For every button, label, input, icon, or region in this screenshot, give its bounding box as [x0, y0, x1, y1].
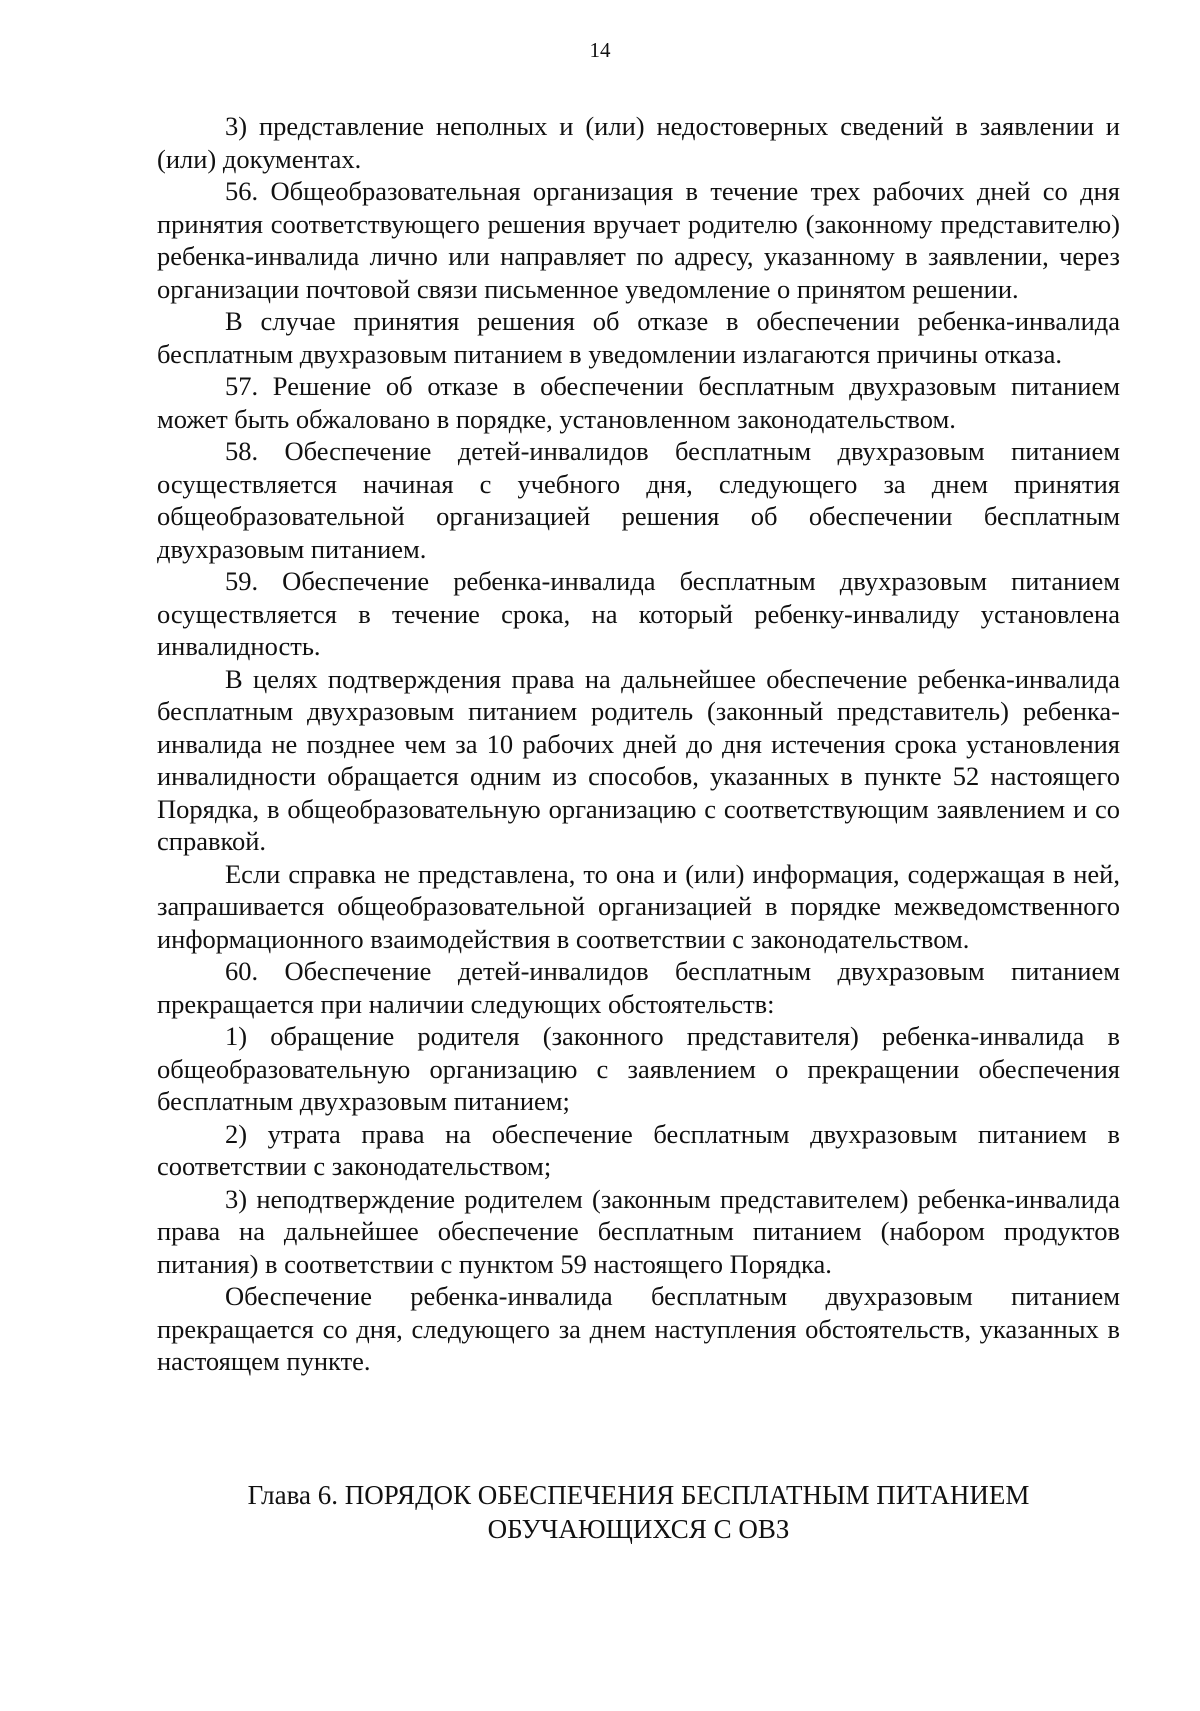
document-body	[157, 110, 1120, 1378]
chapter-heading	[157, 1478, 1120, 1546]
paragraph-item-3-grounds: 3) представление неполных и (или) недостоверных сведений в заявлении и (или) документах.	[157, 111, 1120, 174]
paragraph-59: 59. Обеспечение ребенка-инвалида бесплатным двухразовым питанием осуществляется в течение срока, на который ребенку-инвалиду установлена инвалидность.	[157, 566, 1120, 661]
paragraph-certificate-request: Если справка не представлена, то она и (или) информация, содержащая в ней, запрашивается общеобразовательной организацией в порядке межведомственного информационного взаимодействия в соответствии с законодательством.	[157, 858, 1120, 954]
chapter-heading-line-2: ОБУЧАЮЩИХСЯ С ОВЗ	[487, 1514, 790, 1544]
chapter-heading-line-1: Глава 6. ПОРЯДОК ОБЕСПЕЧЕНИЯ БЕСПЛАТНЫМ ПИТАНИЕМ	[247, 1480, 1030, 1510]
paragraph-right-confirmation: В целях подтверждения права на дальнейшее обеспечение ребенка-инвалида бесплатным двухразовым питанием родитель (законный представитель) ребенка-инвалида не позднее чем за 10 рабочих дней до дня истечения срока установления инвалидности обращается одним из способов, указанных в пункте 52 настоящего Порядка, в общеобразовательную организацию с соответствующим заявлением и со справкой.	[157, 663, 1120, 856]
paragraph-termination-date: Обеспечение ребенка-инвалида бесплатным двухразовым питанием прекращается со дня, следующего за днем наступления обстоятельств, указанных в настоящем пункте.	[157, 1281, 1120, 1376]
paragraph-57: 57. Решение об отказе в обеспечении бесплатным двухразовым питанием может быть обжаловано в порядке, установленном законодательством.	[157, 371, 1120, 434]
paragraph-56: 56. Общеобразовательная организация в течение трех рабочих дней со дня принятия соответствующего решения вручает родителю (законному представителю) ребенка-инвалида лично или направляет по адресу, указанному в заявлении, через организации почтовой связи письменное уведомление о принятом решении.	[157, 176, 1120, 304]
paragraph-60: 60. Обеспечение детей-инвалидов бесплатным двухразовым питанием прекращается при наличии следующих обстоятельств:	[157, 956, 1120, 1019]
page-number: 14	[589, 38, 611, 62]
paragraph-refusal-reasons: В случае принятия решения об отказе в обеспечении ребенка-инвалида бесплатным двухразовым питанием в уведомлении излагаются причины отказа.	[157, 306, 1120, 369]
paragraph-60-item-2: 2) утрата права на обеспечение бесплатным двухразовым питанием в соответствии с законодательством;	[157, 1118, 1120, 1181]
paragraph-58: 58. Обеспечение детей-инвалидов бесплатным двухразовым питанием осуществляется начиная с учебного дня, следующего за днем принятия общеобразовательной организацией решения об обеспечении бесплатным двухразовым питанием.	[157, 436, 1120, 564]
paragraph-60-item-3: 3) неподтверждение родителем (законным представителем) ребенка-инвалида права на дальнейшее обеспечение бесплатным питанием (набором продуктов питания) в соответствии с пунктом 59 настоящего Порядка.	[157, 1183, 1120, 1279]
paragraph-60-item-1: 1) обращение родителя (законного представителя) ребенка-инвалида в общеобразовательную организацию с заявлением о прекращении обеспечения бесплатным двухразовым питанием;	[157, 1021, 1120, 1116]
